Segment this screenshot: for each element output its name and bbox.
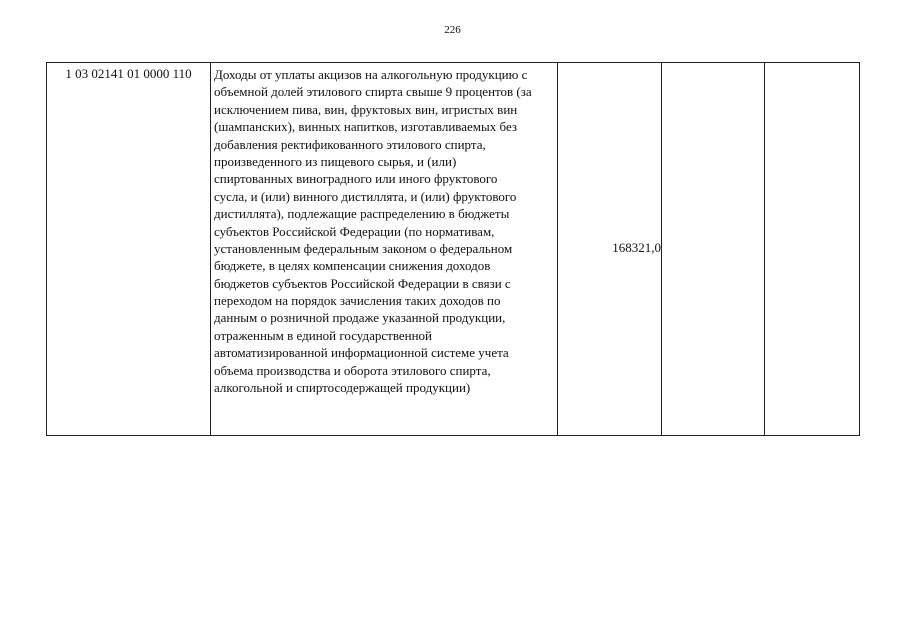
budget-classification-code: 1 03 02141 01 0000 110 [65,66,192,81]
description-line: Доходы от уплаты акцизов на алкогольную продукцию с [214,67,528,82]
description-line: отраженным в единой государственной [214,327,433,343]
description-line: автоматизированной информационной системе учета [214,345,509,361]
description-line: субъектов Российской Федерации (по нормативам, [214,223,495,239]
description-line: сусла, и (или) винного дистиллята, и (или) фруктового [214,188,517,204]
description-line: переходом на порядок зачисления таких доходов по [214,293,501,309]
description-line: бюджетов субъектов Российской Федерации в связи с [214,275,511,291]
description-line: объемной долей этилового спирта свыше 9 процентов (за [214,84,532,100]
column-divider [210,63,211,435]
description-line: бюджете, в целях компенсации снижения доходов [214,258,491,274]
description-line: произведенного из пищевого сырья, и (или) [214,153,457,169]
description-line: добавления ректификованного этилового спирта, [214,136,486,152]
budget-table [46,62,860,436]
empty-cell [662,63,764,435]
description-line: спиртованных виноградного или иного фруктового [214,171,498,187]
amount-cell: 168321,0 [612,240,661,255]
description-line: установленным федеральным законом о федеральном [214,240,513,256]
description-line: объема производства и оборота этилового спирта, [214,362,491,378]
description-line: алкогольной и спиртосодержащей продукции) [214,380,471,396]
empty-cell [765,63,859,435]
description-line: дистиллята), подлежащие распределению в бюджеты [214,206,510,222]
revenue-description [214,66,559,396]
page-number: 226 [444,24,461,36]
description-line: исключением пива, вин, фруктовых вин, игристых вин [214,101,518,117]
description-line: (шампанских), винных напитков, изготавливаемых без [214,119,518,135]
description-line: данным о розничной продаже указанной продукции, [214,310,506,326]
